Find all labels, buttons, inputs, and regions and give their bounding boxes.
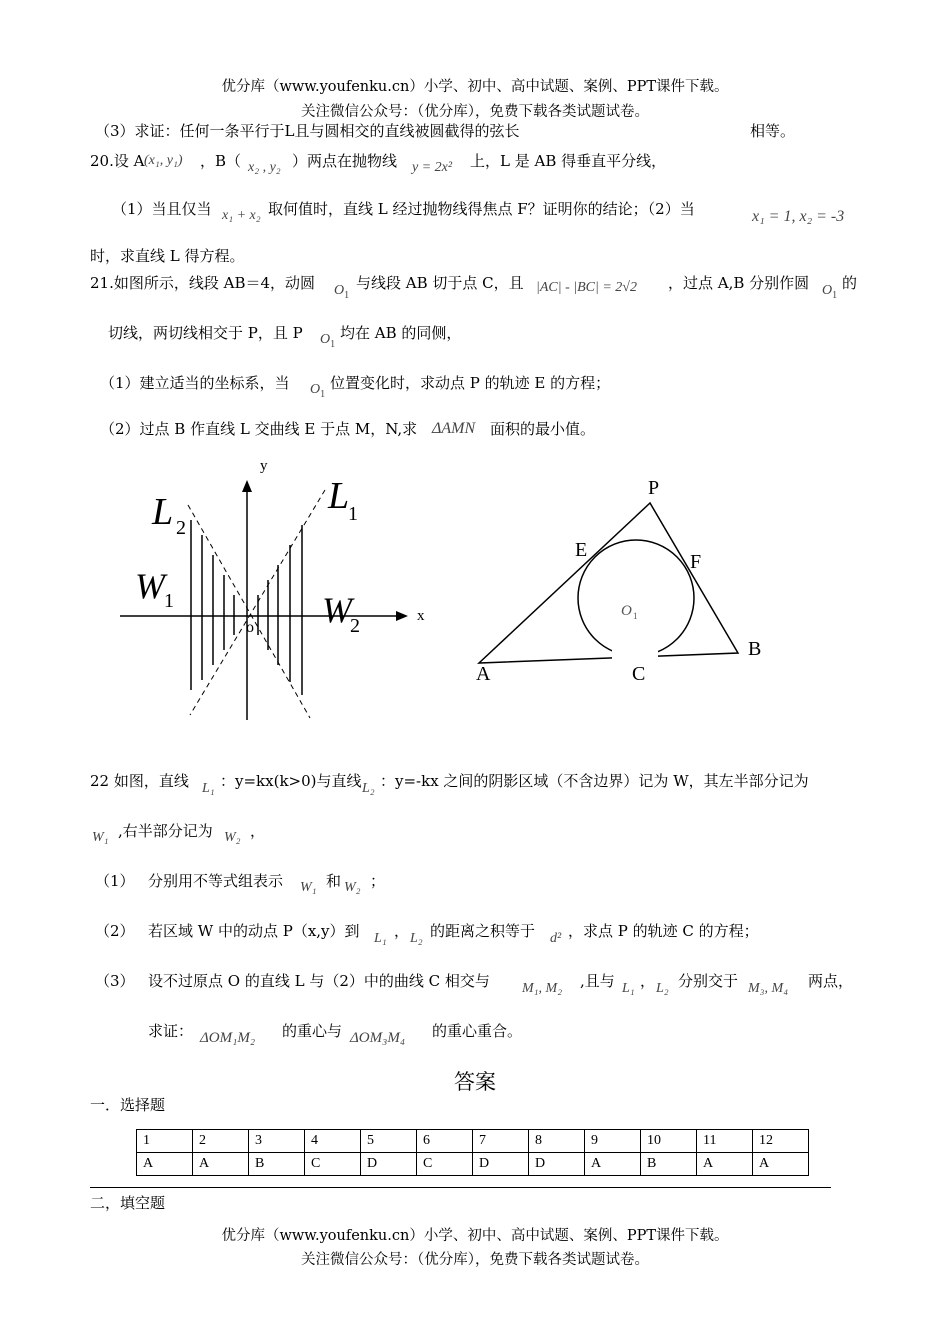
q20-sum: x₁ + x₂ (222, 208, 261, 223)
section-choice: 一．选择题 (90, 1096, 166, 1114)
question-number-cell: 2 (193, 1130, 249, 1153)
q22-l1-a: L₁ (202, 781, 215, 796)
point-b: B (748, 638, 762, 660)
label-w1-sub: 1 (164, 590, 174, 612)
q22-part1-num: （1） (95, 872, 135, 890)
question-number-cell: 6 (417, 1130, 473, 1153)
point-e: E (575, 539, 588, 561)
answer-numbers-row (137, 1130, 809, 1153)
question-number-cell: 7 (473, 1130, 529, 1153)
answer-cell: A (697, 1153, 753, 1176)
section-fill: 二，填空题 (90, 1194, 166, 1212)
q22-m12: M₁, M₂ (522, 981, 563, 996)
q22-m34: M₃, M₄ (748, 981, 789, 996)
x-label: x (417, 608, 425, 624)
header-line-1: 优分库（www.youfenku.cn）小学、初中、高中试题、案例、PPT课件下载。 (221, 79, 729, 95)
answer-cell: B (249, 1153, 305, 1176)
q21-part2-b: 面积的最小值。 (490, 420, 596, 438)
label-l1: L (328, 475, 350, 517)
triangle-figure (460, 470, 790, 695)
label-w2: W (322, 590, 352, 630)
q22-l2-a: L₂ (362, 781, 375, 796)
q21-o1-d: $O_1$ (310, 382, 326, 400)
question-number-cell: 8 (529, 1130, 585, 1153)
q22-part2-num: （2） (95, 922, 135, 940)
q22-text-4: ,右半部分记为 (118, 822, 213, 840)
q21-text-5: 切线，两切线相交于 P，且 P (108, 324, 303, 342)
triangle-apb (479, 503, 738, 663)
q22-part2-c: 的距离之积等于 (430, 922, 536, 940)
center-o1: O (621, 603, 632, 619)
q21-o1-c: $O_1$ (320, 332, 336, 350)
header-line-2: 关注微信公众号：（优分库），免费下载各类试题试卷。 (301, 104, 649, 120)
q22-l2-c: L₂ (656, 981, 669, 996)
q22-text-1: 22 如图，直线 (90, 772, 189, 790)
q22-l1-c: L₁ (622, 981, 635, 996)
q21-triangle: ΔAMN (432, 420, 476, 437)
q21-text-1: 21.如图所示，线段 AB＝4，动圆 (90, 274, 316, 292)
q22-w2-b: W₂ (344, 880, 361, 895)
q22-part3-c: ， (640, 972, 656, 990)
circle-gap (612, 650, 658, 662)
q20-text-1: 20.设 A (90, 152, 145, 170)
q21-text-6: 均在 AB 的同侧， (340, 324, 462, 342)
y-label: y (260, 458, 268, 474)
question-number-cell: 4 (305, 1130, 361, 1153)
question-number-cell: 10 (641, 1130, 697, 1153)
q21-part1-a: （1）建立适当的坐标系，当 (100, 374, 290, 392)
point-f: F (690, 551, 702, 573)
q22-part3-a: 设不过原点 O 的直线 L 与（2）中的曲线 C 相交与 (148, 972, 490, 990)
q22-text-3: ：y=-kx 之间的阴影区域（不含边界）记为 W，其左半部分记为 (380, 772, 809, 790)
answer-cell: B (641, 1153, 697, 1176)
q22-part2-b: ， (394, 922, 410, 940)
answer-cell: C (417, 1153, 473, 1176)
q22-part3-d: 分别交于 (678, 972, 739, 990)
q22-w1-b: W₁ (300, 880, 317, 895)
q22-w2-a: W₂ (224, 830, 241, 845)
q22-om12: ΔOM₁M₂ (200, 1030, 256, 1046)
q20-values: x₁ = 1, x₂ = -3 (752, 208, 845, 225)
q19-part3: （3）求证：任何一条平行于L且与圆相交的直线被圆截得的弦长 (95, 122, 520, 140)
y-axis-arrow (242, 480, 252, 492)
answer-cell: D (529, 1153, 585, 1176)
answer-table (136, 1129, 809, 1176)
q22-part3-b: ,且与 (580, 972, 615, 990)
hatch-w2 (258, 525, 302, 695)
answers-title: 答案 (454, 1070, 496, 1094)
answer-cell: C (305, 1153, 361, 1176)
question-number-cell: 1 (137, 1130, 193, 1153)
answer-cell: D (361, 1153, 417, 1176)
q22-part1-c: ； (370, 872, 386, 890)
point-p: P (648, 477, 660, 499)
q22-om34: ΔOM₃M₄ (350, 1030, 406, 1046)
footer-line-2: 关注微信公众号：（优分库），免费下载各类试题试卷。 (301, 1252, 649, 1268)
q20-text-3: ）两点在抛物线 (292, 152, 398, 170)
q20-part2: 时，求直线 L 得方程。 (90, 247, 245, 265)
answer-cell: A (193, 1153, 249, 1176)
q22-l2-b: L₂ (410, 931, 423, 946)
question-number-cell: 9 (585, 1130, 641, 1153)
incircle-o1 (578, 540, 694, 656)
footer-line-1: 优分库（www.youfenku.cn）小学、初中、高中试题、案例、PPT课件下载。 (221, 1228, 729, 1244)
q19-part3-end: 相等。 (750, 122, 796, 140)
line-l2 (188, 505, 310, 718)
answer-cell: A (753, 1153, 809, 1176)
point-a: A (476, 663, 491, 685)
q22-part3-g: 的重心与 (282, 1022, 343, 1040)
q22-part3-f: 求证： (148, 1022, 194, 1040)
q22-part3-h: 的重心重合。 (432, 1022, 523, 1040)
q20-parabola: y = 2x² (412, 160, 453, 175)
question-number-cell: 5 (361, 1130, 417, 1153)
q22-text-2: ：y=kx(k>0)与直线 (220, 772, 362, 790)
label-l2: L (152, 491, 174, 533)
divider (90, 1187, 831, 1188)
q20-point-b: x₂ , y₂ (248, 160, 281, 175)
question-number-cell: 3 (249, 1130, 305, 1153)
q20-part1-b: 取何值时，直线 L 经过抛物线得焦点 F？证明你的结论；（2）当 (268, 200, 695, 218)
q22-part1-b: 和 (326, 872, 342, 890)
q21-part1-b: 位置变化时，求动点 P 的轨迹 E 的方程； (330, 374, 611, 392)
q22-text-5: ， (250, 822, 266, 840)
q21-part2-a: （2）过点 B 作直线 L 交曲线 E 于点 M，N,求 (100, 420, 418, 438)
q22-w1-a: W₁ (92, 830, 109, 845)
q22-part3-num: （3） (95, 972, 135, 990)
label-w1: W (135, 566, 165, 606)
q20-part1-a: （1）当且仅当 (112, 200, 212, 218)
label-l1-sub: 1 (348, 503, 358, 525)
q21-o1-a: $O_1$ (334, 283, 350, 301)
origin-label: o (246, 619, 254, 636)
q20-point-a: (x₁, y₁) (144, 153, 183, 168)
answer-cell: D (473, 1153, 529, 1176)
hatch-w1 (191, 520, 234, 690)
center-o1-sub: 1 (633, 611, 638, 621)
question-number-cell: 11 (697, 1130, 753, 1153)
region-figure (110, 450, 430, 730)
q22-l1-b: L₁ (374, 931, 387, 946)
q22-part2-d: ，求点 P 的轨迹 C 的方程； (568, 922, 759, 940)
q21-o1-b: $O_1$ (822, 283, 838, 301)
x-axis-arrow (396, 611, 408, 621)
q21-text-3: ，过点 A,B 分别作圆 (668, 274, 810, 292)
q21-text-4: 的 (842, 274, 858, 292)
q22-part2-a: 若区域 W 中的动点 P（x,y）到 (148, 922, 360, 940)
q20-text-4: 上，L 是 AB 得垂直平分线， (470, 152, 667, 170)
label-w2-sub: 2 (350, 615, 360, 637)
q22-part1-a: 分别用不等式组表示 (148, 872, 284, 890)
q21-condition: |AC| - |BC| = 2√2 (536, 280, 637, 295)
answer-letters-row (137, 1153, 809, 1176)
q20-text-2: ，B（ (200, 152, 242, 170)
q22-d-squared: d² (550, 931, 562, 946)
q21-text-2: 与线段 AB 切于点 C，且 (356, 274, 524, 292)
q22-part3-e: 两点， (808, 972, 854, 990)
point-c: C (632, 663, 646, 685)
question-number-cell: 12 (753, 1130, 809, 1153)
label-l2-sub: 2 (176, 517, 186, 539)
answer-cell: A (137, 1153, 193, 1176)
answer-cell: A (585, 1153, 641, 1176)
